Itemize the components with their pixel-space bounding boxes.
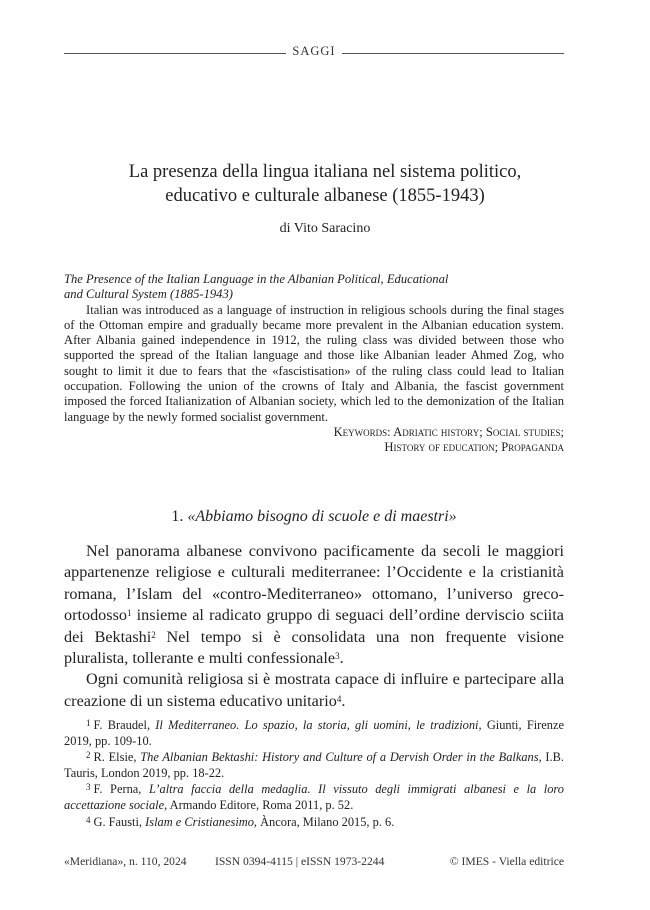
footnote-number: 2 (86, 750, 91, 761)
footnote-number: 4 (86, 814, 91, 825)
paragraph-1-part-a: Nel panorama albanese convivono pacificamente da secoli le maggiori appartenenze religiose e culturali mediterranee: l’Occidente e la cristianità romana, l’Islam del «contro-Mediterraneo» ottomano, l’universo greco-ortodosso (64, 542, 564, 625)
keywords-line2: History of education; Propaganda (384, 440, 564, 455)
paragraph-2-part-a: Ogni comunità religiosa si è mostrata capace di influire e partecipare alla creazione di un sistema educativo unitario (64, 670, 564, 710)
section-number: 1. (171, 508, 184, 525)
footnote-3 (64, 781, 564, 813)
paragraph-1-part-d: . (339, 649, 344, 668)
footnote-2 (64, 749, 564, 781)
footnote-4 (64, 814, 564, 830)
paragraph-1-part-b: insieme al radicato gruppo di seguaci dell’ordine derviscio sciita dei Bektashi (64, 606, 564, 646)
footnote-work-title: L’altra faccia della medaglia. Il vissuto degli immigrati albanesi e la loro accettazione sociale (64, 782, 564, 813)
paragraph-2 (64, 669, 564, 712)
footnote-work-title: The Albanian Bektashi: History and Culture of a Dervish Order in the Balkans (140, 750, 539, 765)
footnote-text: F. Perna, (93, 782, 149, 797)
header-rule-right (342, 53, 564, 54)
footnote-text: , I.B. Tauris, London 2019, pp. 18-22. (64, 750, 565, 781)
english-title (64, 272, 564, 303)
article-title-line1: La presenza della lingua italiana nel sistema politico, (128, 162, 522, 182)
paragraph-2-part-b: . (341, 691, 346, 710)
footnotes (64, 717, 564, 830)
paragraph-1 (64, 541, 564, 669)
footnote-ref-1[interactable]: 1 (126, 608, 132, 619)
footnote-text: , Àncora, Milano 2015, p. 6. (253, 814, 395, 829)
section-title: «Abbiamo bisogno di scuole e di maestri» (187, 508, 457, 525)
body-text (64, 541, 564, 712)
english-title-line1: The Presence of the Italian Language in the Albanian Political, Educational (64, 272, 449, 286)
issn-info: ISSN 0394-4115 | eISSN 1973-2244 (215, 855, 385, 868)
footnote-ref-2[interactable]: 2 (151, 629, 156, 640)
abstract (64, 272, 564, 456)
running-header (64, 42, 564, 62)
footnote-number: 1 (86, 718, 91, 728)
footnote-text: F. Braudel, (93, 718, 156, 732)
footnote-text: G. Fausti, (93, 814, 146, 829)
keywords (64, 425, 564, 456)
footnote-1 (64, 717, 564, 749)
article-author: di Vito Saracino (279, 221, 371, 236)
footnote-text: Giunti, Firenze 2019, pp. 109-10. (64, 718, 564, 749)
keywords-line1: Keywords: Adriatic history; Social studies; (333, 424, 564, 439)
footnote-work-title: Il Mediterraneo. Lo spazio, la storia, gli uomini, le tradizioni, (155, 718, 482, 732)
abstract-text: Italian was introduced as a language of instruction in religious schools during the final stages of the Ottoman empire and gradually became more prevalent in the Albanian education system. After Albania gained independence in 1912, the ruling class was divided between those who supported the spread of the Italian language and those like Albanian leader Ahmed Zog, who sought to limit it due to fears that the «fascistisation» of the ruling class could lead to Italian occupation. Following the union of the crowns of Italy and Albania, the fascist government imposed the forced Italianization of Albanian society, which led to the demonization of the Italian language by the newly formed socialist government. (64, 302, 564, 424)
article-title (70, 160, 580, 208)
footnote-text: , Armando Editore, Roma 2011, p. 52. (164, 798, 354, 813)
paragraph-1-part-c: Nel tempo si è consolidata una non frequente visione pluralista, tollerante e multi confessionale (64, 627, 564, 668)
footnote-number: 3 (86, 782, 91, 793)
footnote-ref-4[interactable]: 4 (336, 693, 342, 704)
section-heading (64, 508, 564, 526)
footnote-ref-3[interactable]: 3 (335, 651, 340, 662)
publisher-info: © IMES - Viella editrice (449, 855, 564, 868)
footnote-text: R. Elsie, (93, 750, 141, 765)
footnote-work-title: Islam e Cristianesimo (145, 814, 254, 829)
section-label: SAGGI (292, 44, 336, 58)
article-title-line2: educativo e culturale albanese (1855-1943) (165, 186, 485, 206)
journal-citation: «Meridiana», n. 110, 2024 (64, 855, 187, 868)
english-title-line2: and Cultural System (1885-1943) (64, 287, 233, 302)
